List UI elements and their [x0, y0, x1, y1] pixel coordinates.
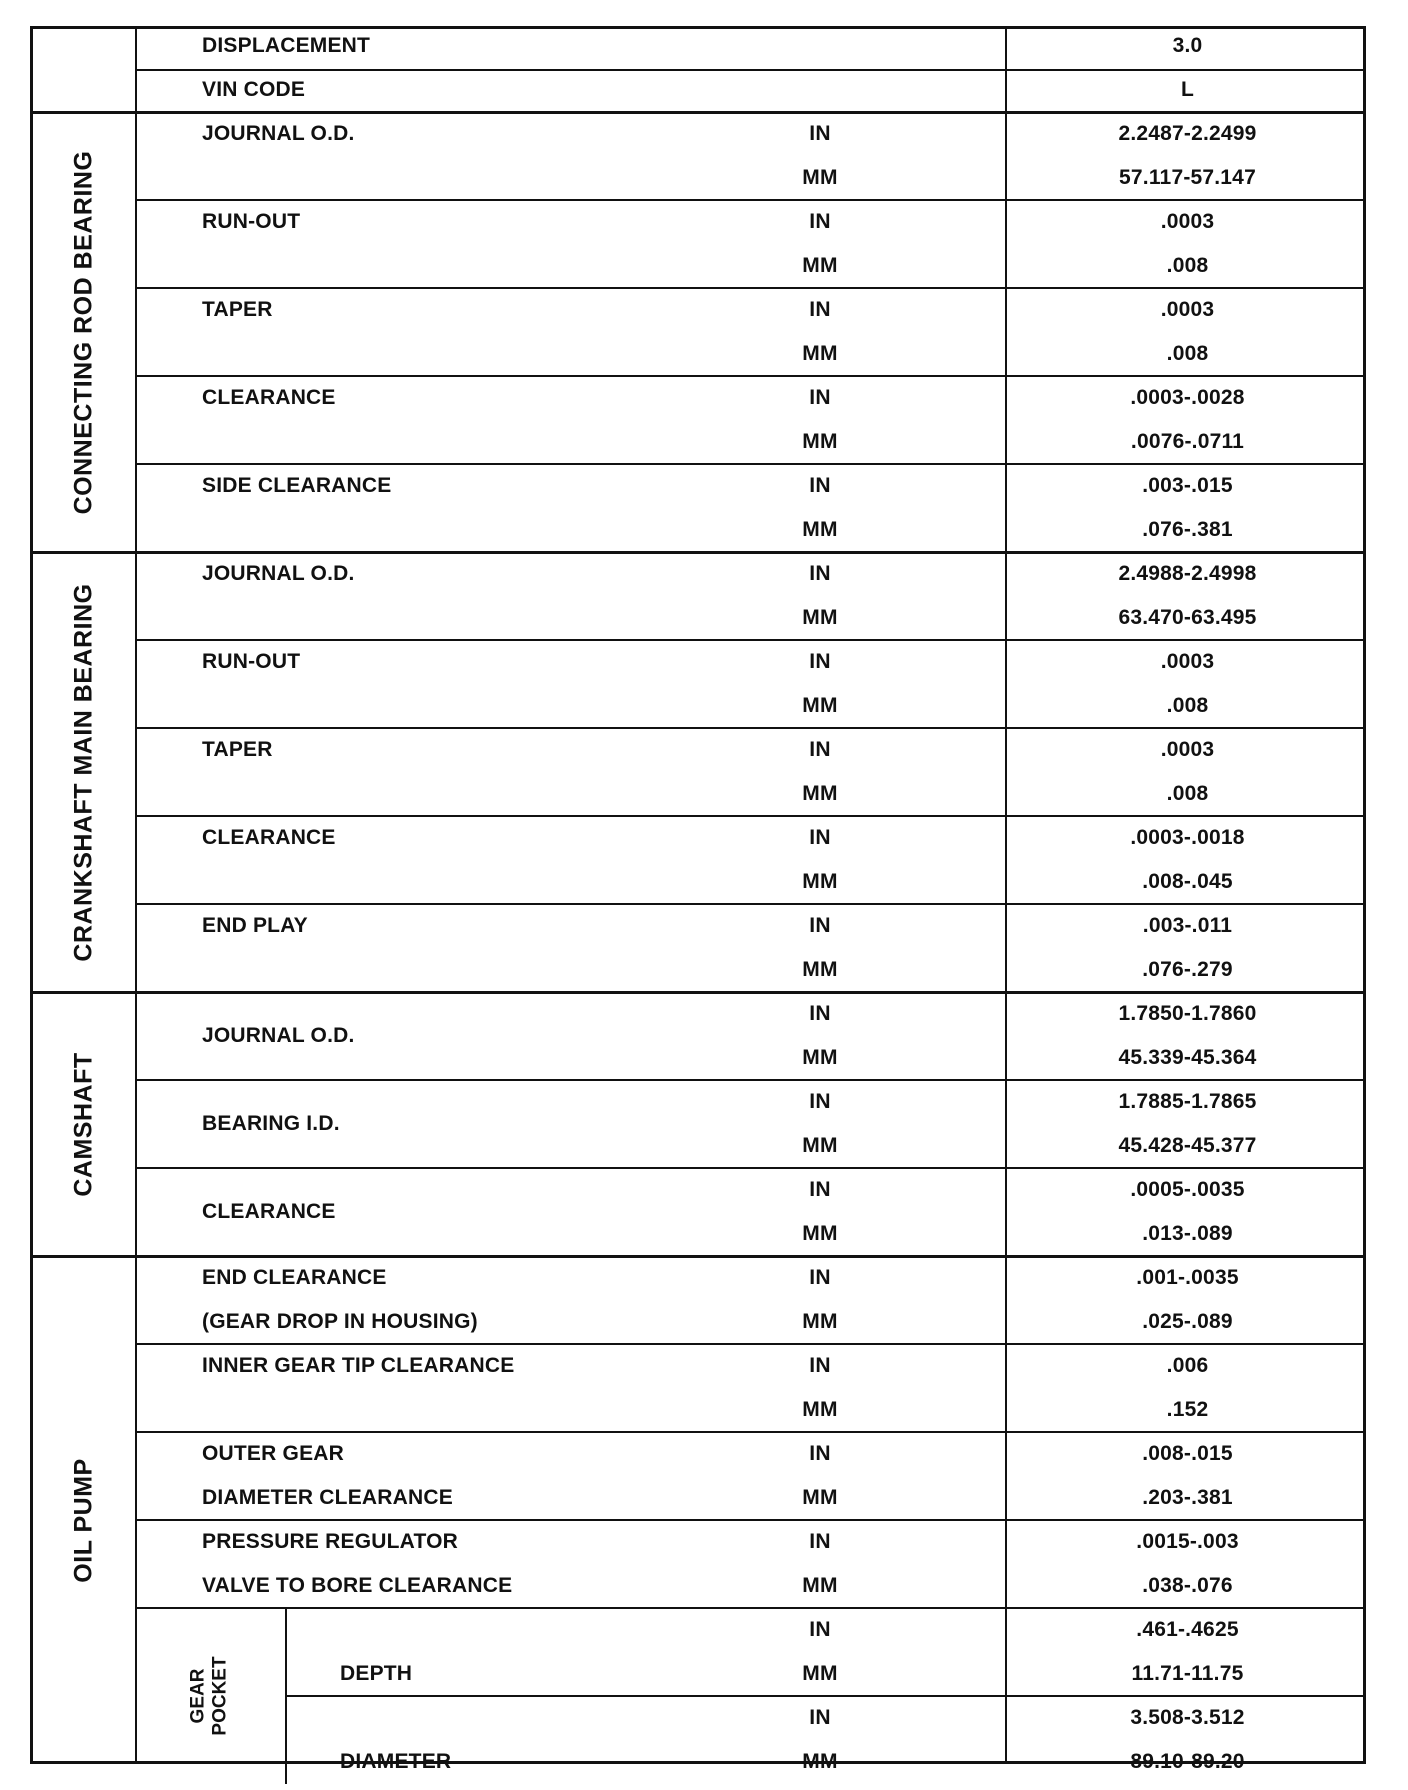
vin-code-label: VIN CODE	[202, 78, 306, 101]
spec-oil-pump-3-label: PRESSURE REGULATOR	[202, 1530, 459, 1553]
spec-camshaft-0-unit-mm: MM	[802, 1046, 838, 1069]
row-divider	[135, 639, 1365, 641]
spec-crankshaft-main-bearing-4-value-mm: .076-.279	[1142, 958, 1233, 981]
spec-camshaft-0-unit-in: IN	[809, 1002, 831, 1025]
spec-oil-pump-1-value-in: .006	[1166, 1354, 1209, 1377]
section-title-text: CRANKSHAFT MAIN BEARING	[69, 582, 98, 962]
table-border-top	[30, 26, 1366, 29]
spec-connecting-rod-bearing-1-label: RUN-OUT	[202, 210, 301, 233]
spec-oil-pump-2-unit-in: IN	[809, 1442, 831, 1465]
spec-oil-pump-1-value-mm: .152	[1166, 1398, 1209, 1421]
spec-camshaft-1-label: BEARING I.D.	[202, 1112, 340, 1135]
row-divider	[135, 463, 1365, 465]
spec-connecting-rod-bearing-3-unit-mm: MM	[802, 430, 838, 453]
spec-connecting-rod-bearing-2-unit-mm: MM	[802, 342, 838, 365]
spec-connecting-rod-bearing-1-unit-in: IN	[809, 210, 831, 233]
row-divider	[135, 1079, 1365, 1081]
spec-camshaft-2-value-in: .0005-.0035	[1130, 1178, 1245, 1201]
spec-oil-pump-0-unit-mm: MM	[802, 1310, 838, 1333]
spec-crankshaft-main-bearing-0-unit-mm: MM	[802, 606, 838, 629]
section-title-text: OIL PUMP	[69, 1457, 98, 1583]
spec-connecting-rod-bearing-2-value-mm: .008	[1166, 342, 1209, 365]
spec-camshaft-1-value-mm: 45.428-45.377	[1118, 1134, 1257, 1157]
spec-crankshaft-main-bearing-4-label: END PLAY	[202, 914, 308, 937]
section-title-text: CONNECTING ROD BEARING	[69, 150, 98, 514]
spec-crankshaft-main-bearing-0-unit-in: IN	[809, 562, 831, 585]
spec-camshaft-0-value-in: 1.7850-1.7860	[1118, 1002, 1257, 1025]
spec-crankshaft-main-bearing-3-unit-mm: MM	[802, 870, 838, 893]
spec-camshaft-0-value-mm: 45.339-45.364	[1118, 1046, 1257, 1069]
spec-crankshaft-main-bearing-1-value-in: .0003	[1160, 650, 1215, 673]
spec-crankshaft-main-bearing-0-value-in: 2.4988-2.4998	[1118, 562, 1257, 585]
spec-connecting-rod-bearing-4-unit-mm: MM	[802, 518, 838, 541]
spec-oil-pump-0-label-line2: (GEAR DROP IN HOUSING)	[202, 1310, 478, 1333]
section-divider-crankshaft-main-bearing	[30, 551, 1366, 554]
displacement-value: 3.0	[1172, 34, 1203, 57]
spec-oil-pump-3-value-in: .0015-.003	[1136, 1530, 1239, 1553]
spec-connecting-rod-bearing-0-value-in: 2.2487-2.2499	[1118, 122, 1257, 145]
header-row-divider	[135, 69, 1365, 71]
spec-crankshaft-main-bearing-1-value-mm: .008	[1166, 694, 1209, 717]
spec-gear-pocket-0-unit-in: IN	[809, 1618, 831, 1641]
spec-connecting-rod-bearing-3-label: CLEARANCE	[202, 386, 336, 409]
spec-connecting-rod-bearing-4-label: SIDE CLEARANCE	[202, 474, 392, 497]
spec-oil-pump-2-unit-mm: MM	[802, 1486, 838, 1509]
row-divider	[135, 903, 1365, 905]
spec-oil-pump-0-value-in: .001-.0035	[1136, 1266, 1239, 1289]
row-divider	[135, 727, 1365, 729]
spec-oil-pump-2-label-line2: DIAMETER CLEARANCE	[202, 1486, 453, 1509]
spec-oil-pump-2-value-mm: .203-.381	[1142, 1486, 1233, 1509]
spec-oil-pump-1-unit-mm: MM	[802, 1398, 838, 1421]
spec-crankshaft-main-bearing-4-unit-in: IN	[809, 914, 831, 937]
spec-camshaft-2-value-mm: .013-.089	[1142, 1222, 1233, 1245]
gear-pocket-title-line2: POCKET	[210, 1656, 231, 1736]
row-divider	[135, 1343, 1365, 1345]
spec-crankshaft-main-bearing-3-value-in: .0003-.0018	[1130, 826, 1245, 849]
spec-camshaft-1-unit-in: IN	[809, 1090, 831, 1113]
displacement-label: DISPLACEMENT	[202, 34, 371, 57]
spec-gear-pocket-0-value-mm: 11.71-11.75	[1131, 1662, 1244, 1685]
vin-code-value: L	[1180, 78, 1195, 101]
section-title-crankshaft-main-bearing	[33, 552, 135, 992]
spec-connecting-rod-bearing-2-unit-in: IN	[809, 298, 831, 321]
spec-crankshaft-main-bearing-1-unit-in: IN	[809, 650, 831, 673]
spec-crankshaft-main-bearing-2-value-in: .0003	[1160, 738, 1215, 761]
spec-oil-pump-1-label: INNER GEAR TIP CLEARANCE	[202, 1354, 515, 1377]
row-divider	[135, 1431, 1365, 1433]
spec-crankshaft-main-bearing-2-label: TAPER	[202, 738, 273, 761]
spec-crankshaft-main-bearing-4-unit-mm: MM	[802, 958, 838, 981]
row-divider	[135, 815, 1365, 817]
section-title-connecting-rod-bearing	[33, 112, 135, 552]
spec-oil-pump-1-unit-in: IN	[809, 1354, 831, 1377]
spec-crankshaft-main-bearing-4-value-in: .003-.011	[1142, 914, 1233, 937]
spec-connecting-rod-bearing-2-label: TAPER	[202, 298, 273, 321]
section-divider-oil-pump	[30, 1255, 1366, 1258]
section-title-oil-pump	[33, 1256, 135, 1784]
spec-gear-pocket-1-value-in: 3.508-3.512	[1130, 1706, 1245, 1729]
spec-connecting-rod-bearing-2-value-in: .0003	[1160, 298, 1215, 321]
spec-gear-pocket-1-unit-in: IN	[809, 1706, 831, 1729]
spec-connecting-rod-bearing-3-value-in: .0003-.0028	[1130, 386, 1245, 409]
spec-oil-pump-0-label: END CLEARANCE	[202, 1266, 387, 1289]
spec-crankshaft-main-bearing-0-value-mm: 63.470-63.495	[1118, 606, 1257, 629]
spec-camshaft-2-unit-mm: MM	[802, 1222, 838, 1245]
spec-crankshaft-main-bearing-1-label: RUN-OUT	[202, 650, 301, 673]
gear-pocket-title-line1: GEAR	[188, 1668, 209, 1724]
row-divider	[135, 1167, 1365, 1169]
spec-connecting-rod-bearing-1-value-mm: .008	[1166, 254, 1209, 277]
spec-oil-pump-2-label: OUTER GEAR	[202, 1442, 345, 1465]
spec-oil-pump-0-value-mm: .025-.089	[1142, 1310, 1233, 1333]
spec-connecting-rod-bearing-3-unit-in: IN	[809, 386, 831, 409]
spec-connecting-rod-bearing-4-value-in: .003-.015	[1142, 474, 1233, 497]
spec-connecting-rod-bearing-0-unit-in: IN	[809, 122, 831, 145]
row-divider	[135, 199, 1365, 201]
spec-connecting-rod-bearing-1-unit-mm: MM	[802, 254, 838, 277]
spec-connecting-rod-bearing-0-value-mm: 57.117-57.147	[1119, 166, 1256, 189]
spec-gear-pocket-0-unit-mm: MM	[802, 1662, 838, 1685]
spec-crankshaft-main-bearing-2-unit-mm: MM	[802, 782, 838, 805]
spec-oil-pump-0-unit-in: IN	[809, 1266, 831, 1289]
spec-crankshaft-main-bearing-1-unit-mm: MM	[802, 694, 838, 717]
spec-crankshaft-main-bearing-3-unit-in: IN	[809, 826, 831, 849]
spec-gear-pocket-0-value-in: .461-.4625	[1136, 1618, 1239, 1641]
gear-pocket-title	[135, 1608, 285, 1784]
section-title-text: CAMSHAFT	[69, 1051, 98, 1197]
spec-gear-pocket-1-value-mm: 89.10-89.20	[1130, 1750, 1245, 1773]
spec-connecting-rod-bearing-4-value-mm: .076-.381	[1142, 518, 1233, 541]
row-divider	[135, 1519, 1365, 1521]
spec-connecting-rod-bearing-4-unit-in: IN	[809, 474, 831, 497]
spec-oil-pump-3-label-line2: VALVE TO BORE CLEARANCE	[202, 1574, 513, 1597]
section-title-camshaft	[33, 992, 135, 1256]
spec-oil-pump-3-value-mm: .038-.076	[1142, 1574, 1233, 1597]
spec-crankshaft-main-bearing-0-label: JOURNAL O.D.	[202, 562, 355, 585]
spec-camshaft-0-label: JOURNAL O.D.	[202, 1024, 355, 1047]
spec-connecting-rod-bearing-0-label: JOURNAL O.D.	[202, 122, 355, 145]
row-divider	[135, 287, 1365, 289]
spec-crankshaft-main-bearing-2-unit-in: IN	[809, 738, 831, 761]
spec-crankshaft-main-bearing-3-value-mm: .008-.045	[1142, 870, 1233, 893]
spec-camshaft-1-value-in: 1.7885-1.7865	[1118, 1090, 1257, 1113]
spec-connecting-rod-bearing-3-value-mm: .0076-.0711	[1130, 430, 1245, 453]
spec-gear-pocket-0-label: DEPTH	[340, 1662, 413, 1685]
spec-camshaft-2-unit-in: IN	[809, 1178, 831, 1201]
spec-oil-pump-3-unit-in: IN	[809, 1530, 831, 1553]
spec-gear-pocket-1-label: DIAMETER	[340, 1750, 452, 1773]
section-divider-connecting-rod-bearing	[30, 111, 1366, 114]
spec-connecting-rod-bearing-0-unit-mm: MM	[802, 166, 838, 189]
spec-oil-pump-3-unit-mm: MM	[802, 1574, 838, 1597]
spec-crankshaft-main-bearing-2-value-mm: .008	[1166, 782, 1209, 805]
spec-camshaft-2-label: CLEARANCE	[202, 1200, 336, 1223]
spec-connecting-rod-bearing-1-value-in: .0003	[1160, 210, 1215, 233]
spec-camshaft-1-unit-mm: MM	[802, 1134, 838, 1157]
section-divider-camshaft	[30, 991, 1366, 994]
gear-pocket-title-text	[188, 1656, 232, 1735]
row-divider	[135, 375, 1365, 377]
spec-crankshaft-main-bearing-3-label: CLEARANCE	[202, 826, 336, 849]
spec-oil-pump-2-value-in: .008-.015	[1142, 1442, 1233, 1465]
row-divider	[285, 1695, 1365, 1697]
row-divider	[135, 1607, 1365, 1609]
spec-gear-pocket-1-unit-mm: MM	[802, 1750, 838, 1773]
